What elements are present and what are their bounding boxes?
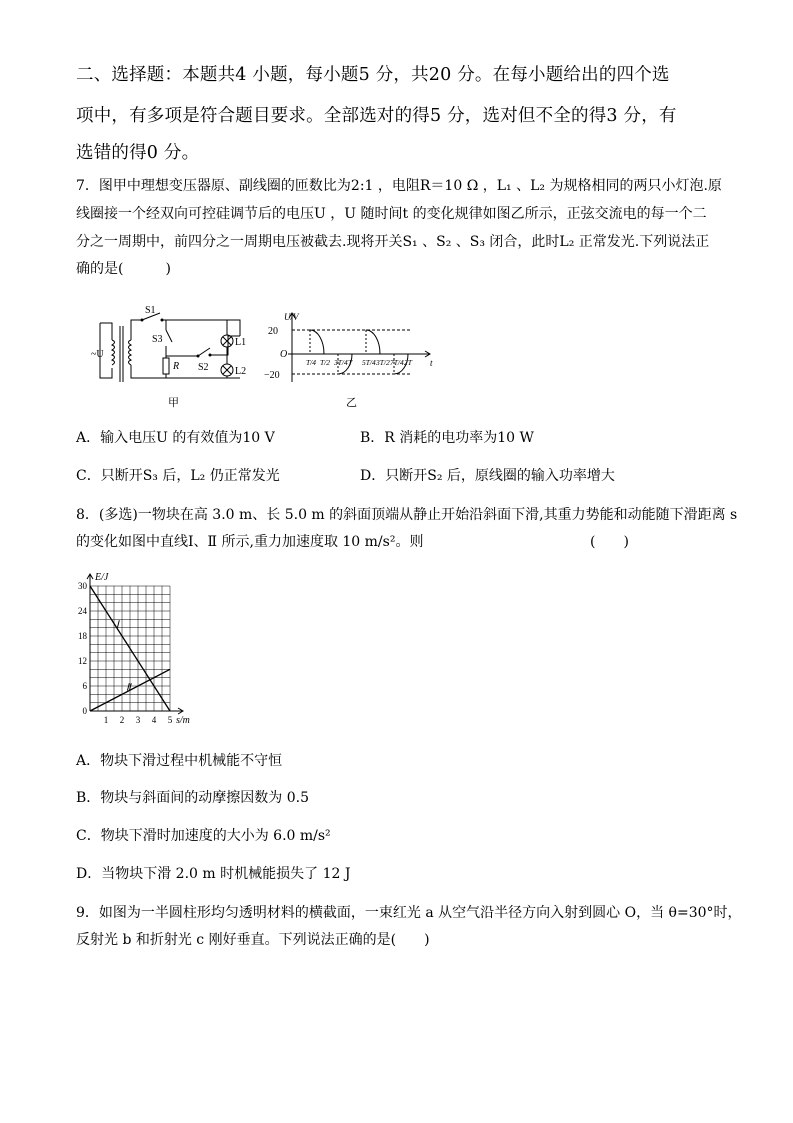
t-axis-label: T/2 bbox=[320, 358, 331, 367]
figure-jia-caption: 甲 bbox=[168, 397, 179, 409]
y-tick-label: 0 bbox=[82, 706, 87, 716]
y-tick-label: 30 bbox=[78, 581, 87, 591]
q8-line2: 的变化如图中直线Ⅰ、Ⅱ 所示,重力加速度取 10 m/s²。则 bbox=[76, 534, 424, 550]
t-axis-label: 7T/4 bbox=[390, 358, 404, 367]
y-tick-label: 6 bbox=[82, 681, 87, 691]
q7-option-b: B．R 消耗的电功率为10 W bbox=[360, 430, 534, 446]
label-u: ~U bbox=[91, 349, 104, 360]
y-axis-label: E/J bbox=[95, 572, 109, 583]
q9-line2: 反射光 b 和折射光 c 刚好垂直。下列说法正确的是( ) bbox=[76, 932, 430, 948]
yi-tick-pos: 20 bbox=[268, 326, 278, 337]
label-r: R bbox=[173, 361, 180, 372]
t-axis-label: 3T/2 bbox=[376, 358, 390, 367]
y-tick-label: 18 bbox=[78, 631, 87, 641]
x-tick-label: 3 bbox=[135, 715, 141, 725]
q7-option-d: D．只断开S₂ 后，原线圈的输入功率增大 bbox=[360, 468, 615, 484]
section-heading-line3: 选错的得0 分。 bbox=[76, 143, 200, 163]
q7-line3: 分之一周期中，前四分之一周期电压被截去.现将开关S₁ 、S₂ 、S₃ 闭合，此时L₂ 正常发光.下列说法正 bbox=[76, 234, 710, 250]
x-tick-label: 5 bbox=[167, 715, 173, 725]
q9-line1: 9．如图为一半圆柱形均匀透明材料的横截面，一束红光 a 从空气沿半径方向入射到圆心 O，当 θ=30°时， bbox=[76, 905, 742, 921]
yi-t-axis: t bbox=[430, 358, 433, 368]
x-tick-label: 2 bbox=[119, 715, 125, 725]
q8-option-a: A．物块下滑过程中机械能不守恒 bbox=[76, 753, 283, 769]
q7-line1: 7．图甲中理想变压器原、副线圈的匝数比为2:1 ，电阻R＝10 Ω ，L₁ 、L₂ 为规格相同的两只小灯泡.原 bbox=[76, 178, 722, 194]
section-heading-line2: 项中，有多项是符合题目要求。全部选对的得5 分，选对但不全的得3 分，有 bbox=[76, 106, 677, 126]
label-s1: S1 bbox=[145, 305, 156, 316]
y-tick-label: 24 bbox=[78, 606, 87, 616]
t-axis-label: T/4 bbox=[306, 358, 317, 367]
q7-line4: 确的是( ) bbox=[76, 261, 171, 277]
t-axis-label: 5T/4 bbox=[362, 358, 376, 367]
x-tick-label: 4 bbox=[151, 715, 157, 725]
q7-line2: 线圈接一个经双向可控硅调节后的电压U ，U 随时间t 的变化规律如图乙所示，正弦交流电的每一个二 bbox=[76, 206, 707, 222]
label-s2: S2 bbox=[198, 362, 209, 373]
label-l1: L1 bbox=[235, 337, 247, 348]
label-s3: S3 bbox=[152, 334, 163, 345]
label-l2: L2 bbox=[235, 366, 247, 377]
t-axis-label: 3T/4 bbox=[334, 358, 348, 367]
section-heading-line1: 二、选择题：本题共4 小题，每小题5 分，共20 分。在每小题给出的四个选 bbox=[76, 65, 670, 85]
yi-origin: O bbox=[280, 349, 288, 360]
t-axis-label: T bbox=[348, 358, 353, 367]
energy-chart bbox=[72, 566, 202, 726]
yi-tick-neg: −20 bbox=[264, 370, 280, 381]
x-axis-label: s/m bbox=[176, 715, 190, 726]
t-axis-label: 2T bbox=[404, 358, 412, 367]
q7-option-a: A．输入电压U 的有效值为10 V bbox=[76, 430, 275, 446]
q8-option-c: C．物块下滑时加速度的大小为 6.0 m/s² bbox=[76, 828, 331, 844]
q7-option-c: C．只断开S₃ 后，L₂ 仍正常发光 bbox=[76, 468, 280, 484]
q8-option-d: D．当物块下滑 2.0 m 时机械能损失了 12 J bbox=[76, 866, 351, 882]
yi-ylabel: U/V bbox=[284, 312, 299, 322]
x-tick-label: 1 bbox=[103, 715, 109, 725]
figure-yi-caption: 乙 bbox=[346, 397, 357, 409]
series-label: Ⅰ bbox=[116, 619, 119, 631]
circuit-figure-jia bbox=[90, 298, 260, 410]
waveform-figure-yi bbox=[262, 310, 442, 410]
y-tick-label: 12 bbox=[78, 656, 87, 666]
q8-option-b: B．物块与斜面间的动摩擦因数为 0.5 bbox=[76, 790, 310, 806]
q8-bracket: ( ) bbox=[590, 534, 629, 550]
series-label: Ⅱ bbox=[126, 682, 131, 694]
q8-line1: 8．(多选)一物块在高 3.0 m、长 5.0 m 的斜面顶端从静止开始沿斜面下滑,其重力势能和动能随下滑距离 s bbox=[76, 507, 738, 523]
